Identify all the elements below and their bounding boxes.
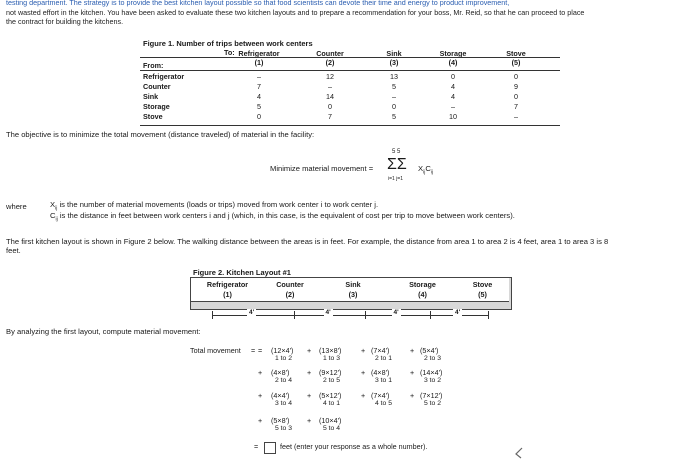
where-c-line <box>50 211 515 223</box>
figure2-box-name-5: Stove <box>472 280 493 289</box>
figure1-cell: – <box>514 112 518 121</box>
figure1-cell: 10 <box>449 112 457 121</box>
figure2-distance-label: 4' <box>325 309 331 316</box>
where-c-desc: is the distance in feet between work centers i and j (which, in this case, is the equivalent of cost per trip to move between work centers). <box>59 211 515 220</box>
where-x-sym: X <box>50 200 56 209</box>
figure1-title: Figure 1. Number of trips between work centers <box>143 39 313 48</box>
calc-term-route: 5 to 4 <box>323 425 341 432</box>
calc-term-route: 3 to 4 <box>275 400 293 407</box>
figure2-distance-tick <box>294 311 295 319</box>
calc-term-route: 1 to 3 <box>323 355 341 362</box>
calc-term-route: 4 to 5 <box>375 400 393 407</box>
figure1-cell: 0 <box>328 102 332 111</box>
calc-term-route: 2 to 4 <box>275 377 293 384</box>
calc-plus: + <box>361 368 366 377</box>
formula-x-sub: ij <box>423 169 426 176</box>
calc-row-prefix: = <box>258 346 263 355</box>
answer-input[interactable] <box>264 442 276 454</box>
layout-text-line-1: The first kitchen layout is shown in Figure 2 below. The walking distance between the areas is in feet. For example, the distance from area 1 to area 2 is 4 feet, area 1 to area 3 is 8 <box>6 237 609 246</box>
figure1-col-header-4: Storage <box>439 49 467 58</box>
calc-term-route: 2 to 1 <box>375 355 393 362</box>
intro-line-1-text: testing department. The strategy is to provide the best kitchen layout possible so that food scientists can devote their time and energy to product improvement, <box>6 0 510 7</box>
calc-term-route: 3 to 1 <box>375 377 393 384</box>
where-x-sub: ij <box>55 205 58 212</box>
figure1-cell: 0 <box>514 92 518 101</box>
calc-term: (4×4') <box>271 391 290 400</box>
figure2-box-name-1: Refrigerator <box>206 280 249 289</box>
figure1-cell: – <box>257 72 261 81</box>
objective-text: The objective is to minimize the total movement (distance traveled) of material in the facility: <box>6 130 315 139</box>
figure1-cell: 14 <box>326 92 334 101</box>
figure1-col-header-1: Refrigerator <box>238 49 280 58</box>
intro-line-3: the contract for building the kitchens. <box>6 17 124 26</box>
figure2-distance-tick <box>430 311 431 319</box>
figure2-box-num-2: (2) <box>285 290 295 299</box>
calc-plus: + <box>361 391 366 400</box>
formula-term <box>418 164 433 176</box>
calc-plus: + <box>307 391 312 400</box>
calc-term: (14×4') <box>420 368 443 377</box>
figure2-distance-label: 4' <box>249 309 255 316</box>
calc-plus: + <box>410 391 415 400</box>
figure1-cell: 7 <box>328 112 332 121</box>
figure1-cell: 5 <box>257 102 261 111</box>
formula-c-sub: ij <box>430 169 434 176</box>
figure1-col-header-5: Stove <box>506 49 526 58</box>
figure2-box-name-4: Storage <box>409 280 436 289</box>
calc-term: (5×8') <box>271 416 290 425</box>
figure1-col-num-4: (4) <box>448 58 458 67</box>
figure2-box-num-3: (3) <box>348 290 358 299</box>
figure2-box-name-3: Sink <box>345 280 361 289</box>
answer-suffix: feet (enter your response as a whole number). <box>280 442 428 451</box>
figure2-box-num-4: (4) <box>418 290 427 299</box>
figure1-col-header-2: Counter <box>316 49 344 58</box>
calc-term: (13×8') <box>319 346 342 355</box>
figure1-cell: 0 <box>451 72 455 81</box>
figure1-from-label: From: <box>143 61 164 70</box>
where-c-sym: C <box>50 211 56 220</box>
calc-equals: = <box>251 346 256 355</box>
calc-term: (5×12') <box>319 391 342 400</box>
figure1-col-num-3: (3) <box>389 58 399 67</box>
figure1-cell: – <box>392 92 396 101</box>
calc-term-route: 4 to 1 <box>323 400 341 407</box>
figure1-cell: 9 <box>514 82 518 91</box>
formula-c: C <box>425 164 431 173</box>
calc-term: (10×4') <box>319 416 342 425</box>
formula-upper-limits: 5 5 <box>392 149 401 155</box>
calc-row-prefix: + <box>258 416 263 425</box>
calc-term: (4×8') <box>271 368 290 377</box>
calc-plus: + <box>410 346 415 355</box>
calc-plus: + <box>307 416 312 425</box>
figure1-cell: 13 <box>390 72 398 81</box>
formula-sum-symbol: ΣΣ <box>387 156 407 173</box>
figure2-distance-label: 4' <box>393 309 399 316</box>
answer-prefix: = <box>254 442 259 451</box>
calc-term: (5×4') <box>420 346 439 355</box>
figure2-box-num-1: (1) <box>223 290 232 299</box>
figure2-box-num-5: (5) <box>478 290 487 299</box>
calc-plus: + <box>307 368 312 377</box>
figure1-cell: 4 <box>451 92 455 101</box>
figure1-cell: 12 <box>326 72 334 81</box>
calc-plus: + <box>361 346 366 355</box>
layout-text-line-2: feet. <box>6 246 21 255</box>
figure2-title: Figure 2. Kitchen Layout #1 <box>193 268 291 277</box>
calc-row-prefix: + <box>258 391 263 400</box>
figure1-top-rule <box>140 57 560 58</box>
figure2-distance-tick <box>365 311 366 319</box>
calc-term-route: 2 to 5 <box>323 377 341 384</box>
calc-term-route: 5 to 3 <box>275 425 293 432</box>
calc-term-route: 1 to 2 <box>275 355 293 362</box>
figure1-cell: 4 <box>257 92 261 101</box>
calc-term-route: 3 to 2 <box>424 377 442 384</box>
figure1-cell: – <box>328 82 332 91</box>
figure1-cell: 7 <box>514 102 518 111</box>
figure1-col-num-1: (1) <box>254 58 264 67</box>
figure1-row-label-5: Stove <box>143 112 163 121</box>
calc-plus: + <box>410 368 415 377</box>
calc-term: (12×4') <box>271 346 294 355</box>
calc-term: (7×12') <box>420 391 443 400</box>
intro-line-2: not wasted effort in the kitchen. You have been asked to evaluate these two kitchen layouts and to prepare a recommendation for your boss, Mr. Reid, so that he can proceed to place <box>6 8 585 17</box>
calc-row-prefix: + <box>258 368 263 377</box>
calc-label: Total movement <box>190 346 241 355</box>
figure1-row-label-2: Counter <box>143 82 171 91</box>
figure1-to-label: To: <box>224 48 235 57</box>
figure2-distance-label: 4' <box>455 309 461 316</box>
calc-term: (9×12') <box>319 368 342 377</box>
figure1-row-label-1: Refrigerator <box>143 72 185 81</box>
figure1-col-header-3: Sink <box>386 49 402 58</box>
figure1-row-label-3: Sink <box>143 92 159 101</box>
figure1-cell: 5 <box>392 82 396 91</box>
calc-term: (4×8') <box>371 368 390 377</box>
where-x-line <box>50 200 378 212</box>
calc-term: (7×4') <box>371 391 390 400</box>
formula-x: X <box>418 164 424 173</box>
calc-term-route: 5 to 2 <box>424 400 442 407</box>
where-label: where <box>6 202 27 211</box>
figure1-bottom-rule <box>140 125 560 126</box>
figure2-distance-tick <box>212 311 213 319</box>
figure1-cell: 7 <box>257 82 261 91</box>
calc-term-route: 2 to 3 <box>424 355 442 362</box>
figure1-cell: 0 <box>257 112 261 121</box>
figure1-cell: – <box>451 102 455 111</box>
where-x-desc: is the number of material movements (loads or trips) moved from work center i to work center j. <box>59 200 379 209</box>
figure1-cell: 0 <box>514 72 518 81</box>
figure2-box-name-2: Counter <box>276 280 304 289</box>
figure1-header-rule <box>140 70 560 71</box>
figure1-cell: 4 <box>451 82 455 91</box>
figure1-cell: 5 <box>392 112 396 121</box>
calc-plus: + <box>307 346 312 355</box>
figure1-col-num-5: (5) <box>511 58 521 67</box>
pen-stroke-mark <box>512 446 526 460</box>
formula-lower-limits: i=1 j=1 <box>388 176 404 182</box>
figure1-row-label-4: Storage <box>143 102 170 111</box>
intro-line-1 <box>6 0 509 8</box>
figure1-cell: 0 <box>392 102 396 111</box>
figure1-col-num-2: (2) <box>325 58 335 67</box>
calc-term: (7×4') <box>371 346 390 355</box>
where-c-sub: ij <box>55 216 58 223</box>
figure2-distance-tick <box>488 311 489 319</box>
formula-label: Minimize material movement = <box>270 164 374 173</box>
analyze-text: By analyzing the first layout, compute material movement: <box>6 327 201 336</box>
